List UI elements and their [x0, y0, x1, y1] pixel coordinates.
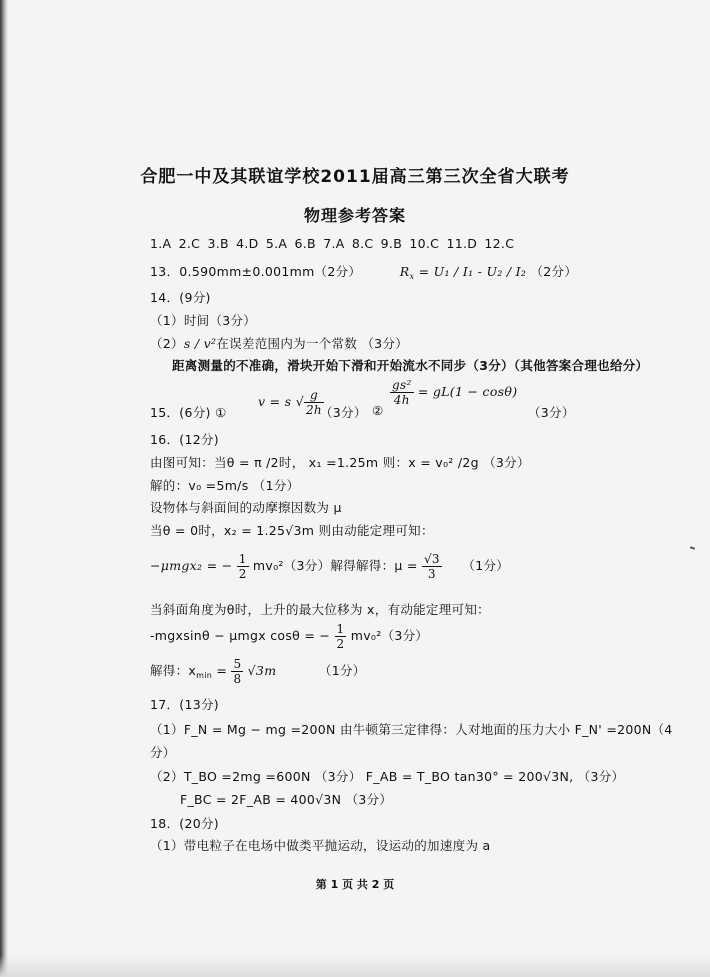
q14-part3: 距离测量的不准确，滑块开始下滑和开始流水不同步（3分）（其他答案合理也给分） — [172, 358, 649, 373]
q17-line1: （1）F_N = Mg − mg =200N 由牛顿第三定律得：人对地面的压力大小 F_N' =200N（4 — [150, 722, 673, 737]
page-subtitle: 物理参考答案 — [303, 206, 406, 225]
q18-head: 18．(20分) — [150, 816, 219, 831]
q14-part1: （1）时间（3分） — [150, 313, 257, 328]
page-footer: 第 1 页 共 2 页 — [315, 878, 395, 891]
q16-line1: 由图可知：当θ = π /2时， x₁ =1.25m 则：x = v₀² /2g （3分） — [150, 455, 530, 470]
mcq-answers: 1.A 2.C 3.B 4.D 5.A 6.B 7.A 8.C 9.B 10.C 11.D 12.C — [150, 236, 515, 251]
q16-line4: 当θ = 0时，x₂ = 1.25√3m 则由动能定理可知： — [150, 523, 434, 538]
scan-bottom-shade — [0, 955, 710, 977]
page-title: 合肥一中及其联谊学校2011届高三第三次全省大联考 — [140, 167, 570, 187]
q17-line1-cont: 分） — [150, 745, 176, 760]
q13-text: 13．0.590mm±0.001mm（2分） — [150, 264, 362, 279]
q16-head: 16．(12分) — [150, 432, 219, 447]
q13-formula: $R_x = U_1 / I_1 - U_2 / I_2$ — [399, 264, 527, 281]
q14-head: 14．(9分) — [150, 290, 211, 305]
q16-line5: −μmgx₂ = − $\frac{1}{2}$ mv₀²（3分）解得解得：μ = $\frac{√3}{3}$ （1分） — [150, 552, 510, 581]
q16-line8: 解得：$x_{min}$ = $\frac{5}{8}$ √3m （1分） — [150, 657, 366, 686]
q13-answer — [150, 262, 577, 281]
q17-line3: F_BC = 2F_AB = 400√3N （3分） — [180, 792, 393, 807]
q17-line2: （2）T_BO =2mg =600N （3分） F_AB = T_BO tan30° = 200√3N, （3分） — [150, 769, 625, 784]
q17-head: 17．(13分) — [150, 697, 219, 712]
q16-line7: -mgxsinθ − μmgx cosθ = − $\frac{1}{2}$ mv₀²（3分） — [150, 622, 429, 651]
q16-line3: 设物体与斜面间的动摩擦因数为 μ — [150, 500, 342, 515]
scan-speck — [690, 546, 695, 550]
q16-line2: 解的：v₀ =5m/s （1分） — [150, 478, 300, 493]
q15-score2: （3分） — [528, 405, 575, 420]
q15-formula1: v = s √ $\frac{g}{2h}$ — [258, 388, 322, 417]
q15-head: 15．(6分) ① — [150, 405, 227, 420]
q18-line1: （1）带电粒子在电场中做类平抛运动，设运动的加速度为 a — [150, 838, 491, 853]
scan-edge-shadow — [0, 0, 8, 977]
q15-mark2: ② — [372, 403, 384, 418]
q13-score: （2分） — [530, 264, 578, 279]
q16-line6: 当斜面角度为θ时，上升的最大位移为 x，有动能定理可知： — [150, 602, 490, 617]
q15-score1: （3分） — [320, 405, 367, 420]
q14-part2: （2）s / v²在误差范围内为一个常数 （3分） — [150, 336, 409, 351]
q15-formula2: $\frac{\text{gs²}}{4h}$ = gL(1 − cosθ) — [392, 378, 518, 407]
